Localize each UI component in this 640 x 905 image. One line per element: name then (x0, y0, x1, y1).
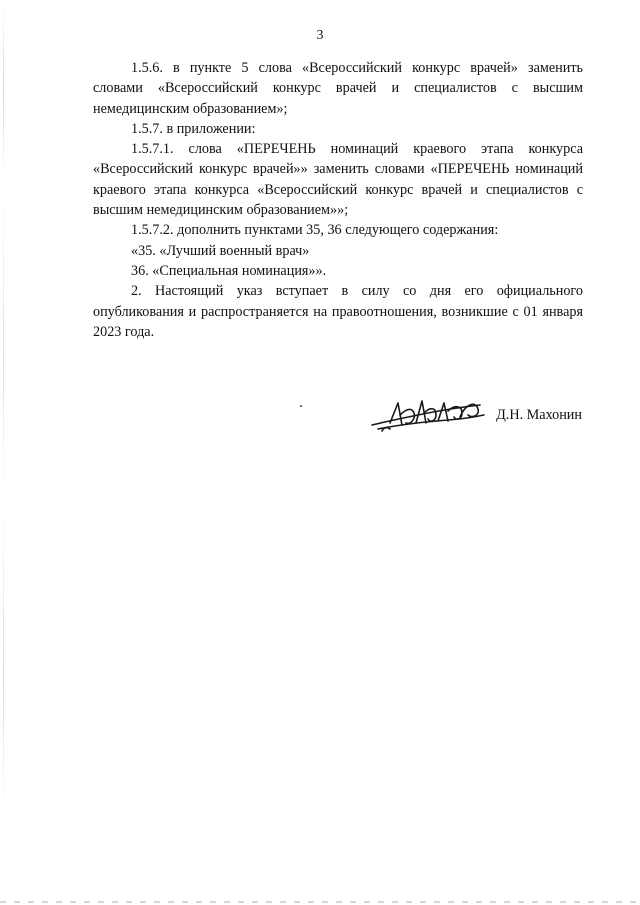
signature-block (360, 395, 590, 443)
paragraph-1-5-7-1: 1.5.7.1. слова «ПЕРЕЧЕНЬ номинаций краевого этапа конкурса «Всероссийский конкурс врачей»» заменить словами «ПЕРЕЧЕНЬ номинаций краевого этапа конкурса «Всероссийский конкурс врачей и специалистов с высшим немедицинским образованием»»; (93, 141, 583, 219)
paragraph-item-36: 36. «Специальная номинация»». (131, 262, 327, 279)
paragraph-1-5-7: 1.5.7. в приложении: (131, 120, 256, 137)
paragraph-item-35: «35. «Лучший военный врач» (131, 242, 310, 259)
paragraph-1-5-6: 1.5.6. в пункте 5 слова «Всероссийский конкурс врачей» заменить словами «Всероссийский конкурс врачей и специалистов с высшим немедицинским образованием»; (93, 60, 583, 117)
handwritten-signature-icon (368, 395, 488, 439)
paragraph-2: 2. Настоящий указ вступает в силу со дня его официального опубликования и распространяется на правоотношения, возникшие с 01 января 2023 года. (93, 283, 583, 340)
page-number: 3 (316, 28, 324, 43)
document-body (93, 58, 583, 342)
scan-bottom-artifact (0, 901, 640, 903)
signer-name: Д.Н. Махонин (496, 407, 582, 423)
paragraph-1-5-7-2: 1.5.7.2. дополнить пунктами 35, 36 следующего содержания: (131, 222, 499, 239)
scan-margin-artifact (3, 0, 4, 905)
scan-speck (300, 405, 302, 407)
